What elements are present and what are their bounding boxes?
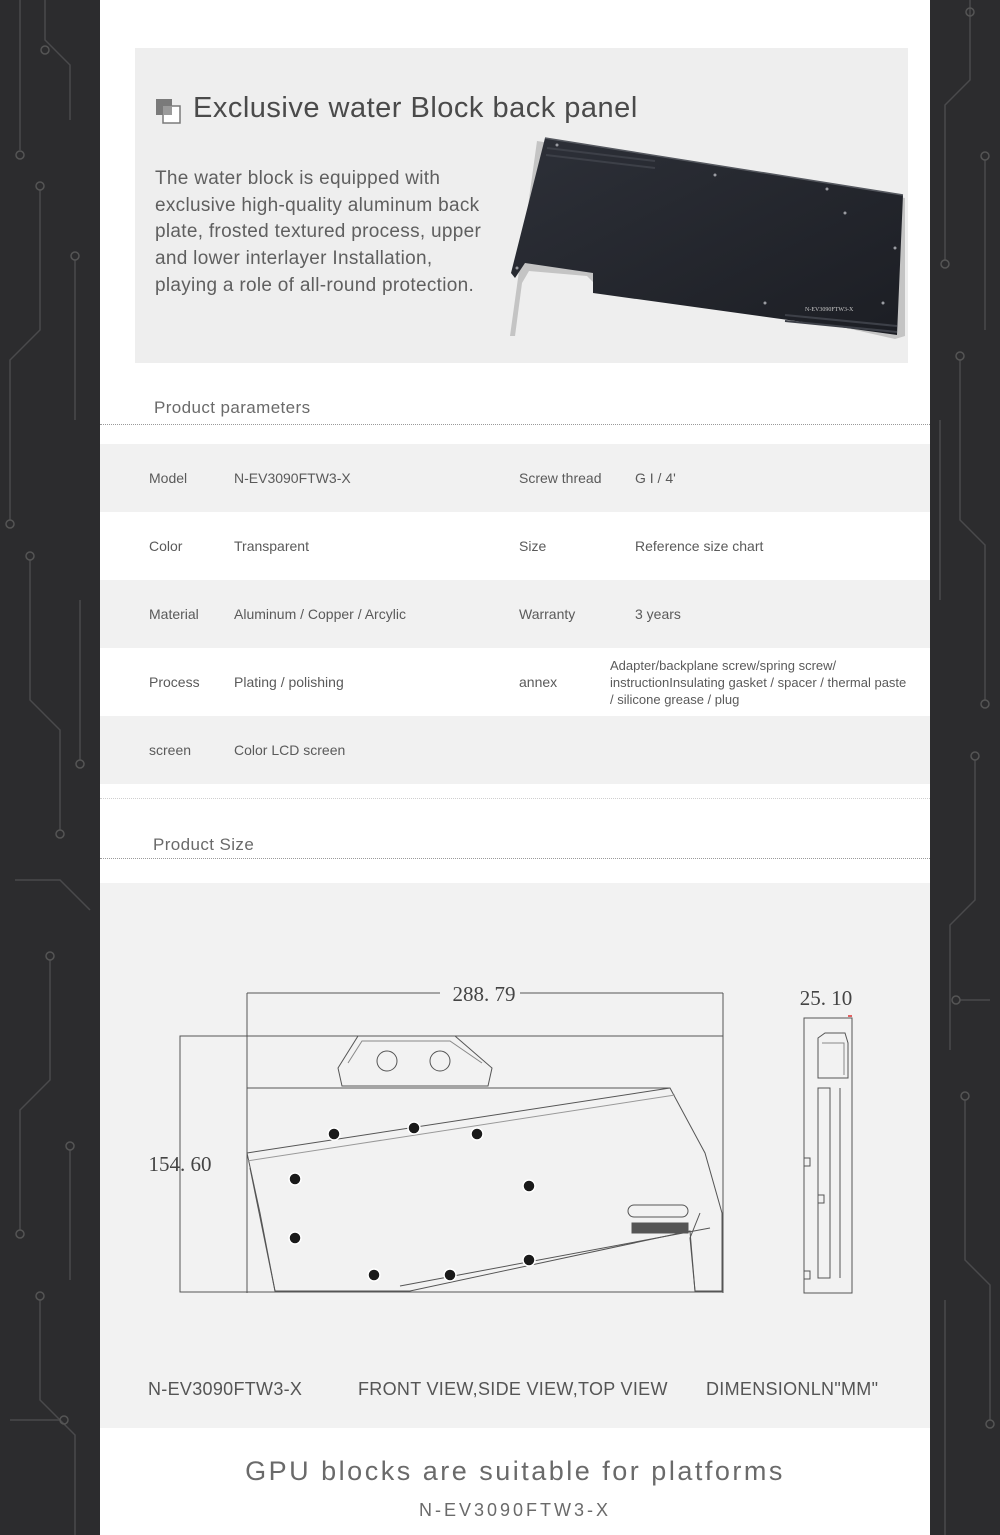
stacked-squares-icon [155,98,181,124]
param-value: Color LCD screen [234,742,346,758]
param-label: Warranty [519,606,576,622]
backplate-feature-panel [135,48,908,363]
backplate-product-image [505,133,905,343]
parameters-heading: Product parameters [154,398,311,417]
description-line: exclusive high-quality aluminum back [155,194,480,216]
description-line: The water block is equipped with [155,168,441,189]
parameters-table [100,444,930,784]
table-row [100,716,930,784]
param-value: Transparent [234,538,309,554]
divider [100,858,930,859]
platforms-heading: GPU blocks are suitable for platforms [245,1456,785,1486]
depth-dimension: 25. 10 [799,986,853,1010]
feature-description [155,166,515,300]
backplate-engraving: N-EV3090FTW3-X [805,307,854,313]
description-line: plate, frosted textured process, upper [155,221,482,243]
param-value: Aluminum / Copper / Arcylic [234,606,406,622]
table-row [100,444,930,512]
param-value: Adapter/backplane screw/spring screw/ instructionInsulating gasket / spacer / thermal paste / silicone grease / plug [610,657,907,707]
description-line: and lower interlayer Installation, [155,248,433,270]
height-dimension: 154. 60 [148,1152,212,1176]
param-label [519,716,634,784]
param-label: screen [149,742,192,758]
param-value: G I / 4' [635,470,676,486]
divider [100,798,930,799]
feature-title: Exclusive water Block back panel [193,92,638,124]
table-row [100,580,930,648]
width-dimension: 288. 79 [452,982,516,1006]
unit-caption: DIMENSIONLN"MM" [706,1379,879,1399]
dimension-drawing-panel [100,883,930,1428]
param-label: annex [519,674,558,690]
param-value: Reference size chart [635,538,764,554]
param-label: Size [519,538,547,554]
size-heading: Product Size [153,835,255,854]
param-label: Color [149,538,183,554]
table-row [100,648,930,716]
platforms-model: N-EV3090FTW3-X [418,1500,612,1520]
description-line: playing a role of all-round protection. [155,274,475,296]
param-label: Model [149,470,188,486]
views-caption: FRONT VIEW,SIDE VIEW,TOP VIEW [358,1379,668,1399]
param-value [635,716,915,784]
param-label: Process [149,674,200,690]
param-value: N-EV3090FTW3-X [234,470,351,486]
circuit-background-right [930,0,1000,1535]
param-label: Screw thread [519,470,602,486]
circuit-background-left [0,0,100,1535]
product-page [100,0,930,1535]
divider [100,424,930,425]
table-row [100,512,930,580]
param-label: Material [149,606,199,622]
dimension-drawing [100,883,930,1428]
param-value: Plating / polishing [234,674,344,690]
param-value: 3 years [635,606,681,622]
model-caption: N-EV3090FTW3-X [148,1379,303,1399]
